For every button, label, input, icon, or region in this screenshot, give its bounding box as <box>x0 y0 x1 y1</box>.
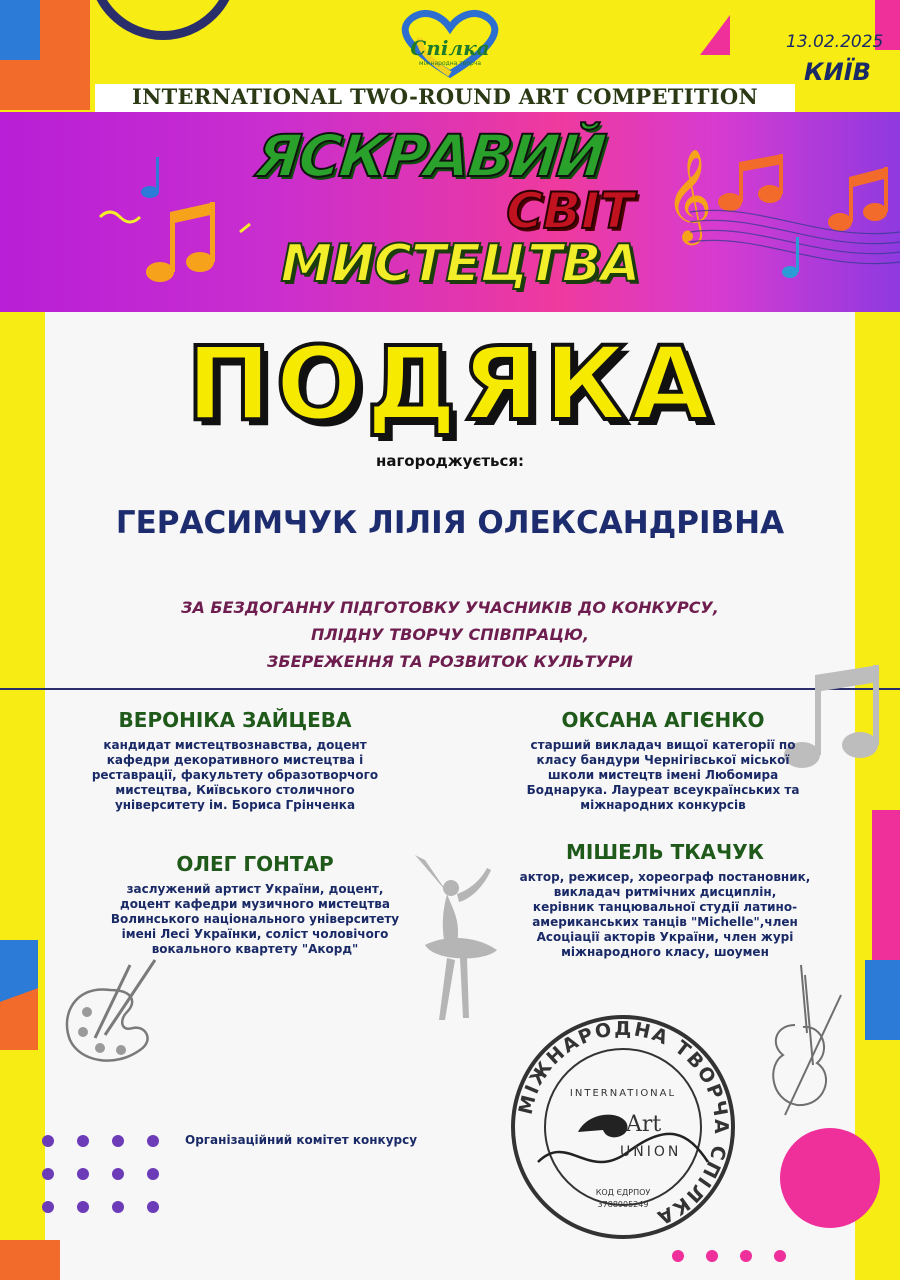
logo <box>388 8 512 80</box>
desc-line: керівник танцювальної студії латино- <box>532 900 798 914</box>
palette-icon <box>55 950 165 1070</box>
banner <box>0 112 900 312</box>
reason-line: ПЛІДНУ ТВОРЧУ СПІВПРАЦЮ, <box>311 625 589 644</box>
desc-line: школи мистецтв імені Любомира <box>547 768 779 782</box>
desc-line: доцент кафедри музичного мистецтва <box>120 897 390 911</box>
stamp-code: 3788905249 <box>597 1200 649 1209</box>
svg-text:𝄞: 𝄞 <box>665 148 713 241</box>
jury-member <box>498 708 828 813</box>
jury-name: МІШЕЛЬ ТКАЧУК <box>566 840 764 864</box>
jury-member <box>500 840 830 960</box>
desc-line: кандидат мистецтвознавства, доцент <box>103 738 367 752</box>
divider <box>0 688 900 690</box>
banner-line-2: СВІТ <box>506 182 634 240</box>
decor-left-teal-stripe <box>0 940 38 1050</box>
desc-line: кафедри декоративного мистецтва і <box>106 753 364 767</box>
stamp-ring-text: МІЖНАРОДНА ТВОРЧА СПІЛКА <box>514 1017 733 1230</box>
desc-line: імені Лесі Українки, соліст чоловічого <box>121 927 389 941</box>
logo-text: Спілка <box>410 36 490 60</box>
decor-blue-block <box>0 0 40 60</box>
jury-name: ВЕРОНІКА ЗАЙЦЕВА <box>118 708 352 732</box>
desc-line: університету ім. Бориса Грінченка <box>114 798 356 812</box>
awarded-label: нагороджується: <box>375 452 525 470</box>
music-note-icon <box>146 202 215 282</box>
desc-line: міжнародного класу, шоумен <box>561 945 769 959</box>
date: 13.02.2025 <box>786 32 884 52</box>
competition-title: INTERNATIONAL TWO-ROUND ART COMPETITION <box>132 84 758 109</box>
decor-navy-ring <box>88 0 238 40</box>
desc-line: американських танців "Michelle",член <box>532 915 798 929</box>
decor-orange-corner <box>0 1240 60 1280</box>
decor-pink-circle <box>780 1128 880 1228</box>
jury-member <box>70 708 400 813</box>
desc-line: викладач ритмічних дисциплін, <box>553 885 777 899</box>
reason-line: ЗА БЕЗДОГАННУ ПІДГОТОВКУ УЧАСНИКІВ ДО КОНКУРСУ, <box>181 598 719 617</box>
decor-pink-triangle <box>700 15 730 55</box>
jury-member <box>90 852 420 957</box>
jury-description <box>498 738 828 813</box>
ballerina-icon <box>405 850 505 1030</box>
stamp <box>508 1012 738 1242</box>
desc-line: міжнародних конкурсів <box>580 798 746 812</box>
desc-line: вокального квартету "Акорд" <box>151 942 359 956</box>
recipient-name: ГЕРАСИМЧУК ЛІЛІЯ ОЛЕКСАНДРІВНА <box>115 505 785 541</box>
city: КИЇВ <box>804 58 871 86</box>
desc-line: старший викладач вищої категорії по <box>530 738 796 752</box>
desc-line: актор, режисер, хореограф постановник, <box>519 870 811 884</box>
reason-line: ЗБЕРЕЖЕННЯ ТА РОЗВИТОК КУЛЬТУРИ <box>267 652 633 671</box>
jury-name: ОКСАНА АГІЄНКО <box>561 708 765 732</box>
jury-description <box>90 882 420 957</box>
stamp-union: UNION <box>620 1144 682 1160</box>
certificate-title: ПОДЯКА <box>186 325 714 444</box>
desc-line: Асоціації акторів України, член журі <box>536 930 794 944</box>
desc-line: реставрації, факультету образотворчого <box>91 768 379 782</box>
jury-description <box>500 870 830 960</box>
banner-line-3: МИСТЕЦТВА <box>280 234 640 294</box>
desc-line: класу бандури Чернігівської міської <box>536 753 790 767</box>
jury-name: ОЛЕГ ГОНТАР <box>176 852 334 876</box>
desc-line: заслужений артист України, доцент, <box>126 882 384 896</box>
stamp-art: Art <box>626 1112 662 1137</box>
stamp-international: INTERNATIONAL <box>569 1088 677 1099</box>
desc-line: мистецтва, Київського столичного <box>115 783 355 797</box>
stamp-code-label: КОД ЄДРПОУ <box>595 1188 651 1197</box>
violin-icon <box>755 955 850 1125</box>
jury-description <box>70 738 400 813</box>
decor-right-blue-bar <box>865 960 900 1040</box>
logo-subtext: міжнародна творча <box>418 60 482 67</box>
desc-line: Волинського національного університету <box>110 912 400 926</box>
desc-line: Боднарука. Лауреат всеукраїнських та <box>526 783 800 797</box>
organising-committee: Організаційний комітет конкурсу <box>185 1133 418 1147</box>
award-reason <box>0 594 900 675</box>
banner-line-1: ЯСКРАВИЙ <box>252 122 608 190</box>
